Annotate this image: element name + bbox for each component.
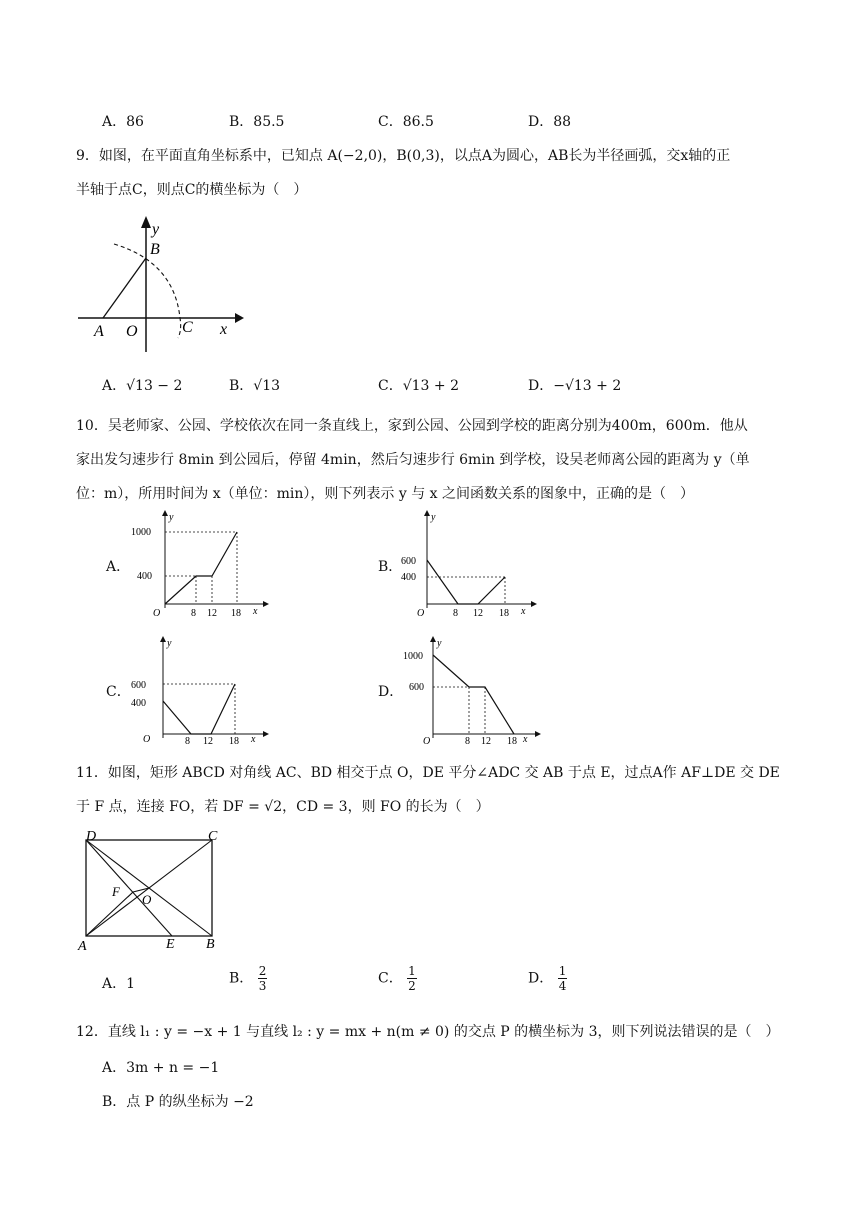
graph-c-xtick-18: 18 (229, 736, 239, 746)
y-axis-arrow (141, 216, 151, 228)
arc-bc (114, 244, 181, 338)
q10-option-a-label: A． (106, 559, 131, 575)
graph-a-xtick-12: 12 (207, 608, 217, 619)
graph-b-ytick-400: 400 (401, 572, 416, 583)
graph-b-x-label: x (521, 606, 526, 617)
point-d-label: D (86, 829, 97, 844)
q11-stem-line2: 于 F 点，连接 FO，若 DF = √2，CD = 3，则 FO 的长为（ ） (76, 799, 490, 815)
q9-stem-line2: 半轴于点C，则点C的横坐标为（ ） (76, 182, 308, 198)
graph-c-origin: O (143, 734, 151, 745)
graph-d-xtick-18: 18 (507, 736, 517, 746)
point-c-label: C (182, 319, 193, 336)
segment-de (86, 840, 172, 936)
graph-c-ytick-600: 600 (131, 680, 146, 691)
graph-c-line (163, 684, 235, 734)
point-b-label: B (206, 937, 215, 952)
y-label: y (152, 221, 160, 238)
graph-d-ytick-1000: 1000 (403, 651, 423, 662)
point-a-label: A (78, 939, 87, 954)
point-a-label: A (94, 323, 104, 340)
graph-a-ytick-1000: 1000 (131, 527, 151, 538)
q11-stem-line1: 11．如图，矩形 ABCD 对角线 AC、BD 相交于点 O，DE 平分∠ADC 交 AB 于点 E，过点A作 AF⊥DE 交 DE (76, 765, 780, 781)
graph-b-xtick-8: 8 (453, 608, 458, 619)
x-label: x (220, 321, 228, 338)
graph-d-y-label: y (437, 638, 442, 649)
q9-option-c: C．√13 + 2 (378, 378, 459, 394)
x-axis-arrow (235, 313, 244, 323)
graph-d-ytick-600: 600 (409, 682, 424, 693)
point-c-label: C (208, 829, 218, 844)
graph-b-line (427, 560, 505, 604)
q8-option-c: C．86.5 (378, 114, 434, 130)
q9-option-b: B．√13 (229, 378, 281, 394)
q12-stem: 12．直线 l₁ : y = −x + 1 与直线 l₂ : y = mx + n(m ≠ 0) 的交点 P 的横坐标为 3，则下列说法错误的是（ ） (76, 1024, 780, 1040)
graph-d-xtick-12: 12 (481, 736, 491, 746)
graph-d-origin: O (423, 736, 431, 746)
point-o-label: O (142, 892, 152, 907)
q11-figure (72, 826, 232, 956)
graph-d-x-label: x (523, 734, 528, 745)
q10-stem-line2: 家出发匀速步行 8min 到公园后，停留 4min，然后匀速步行 6min 到学校，设吴老师离公园的距离为 y（单 (76, 452, 750, 468)
q10-graph-a (125, 508, 275, 620)
graph-c-x-label: x (251, 734, 256, 745)
graph-a-xtick-18: 18 (231, 608, 241, 619)
q11-option-c: C． $\frac{1}{2}$ (378, 964, 416, 993)
q8-option-a: A．86 (102, 114, 144, 130)
segment-ab (103, 258, 146, 318)
graph-b-ytick-600: 600 (401, 556, 416, 567)
q10-option-b-label: B． (378, 559, 403, 575)
q9-option-d: D．−√13 + 2 (528, 378, 622, 394)
point-b-label: B (150, 241, 160, 258)
graph-a-ytick-400: 400 (137, 571, 152, 582)
q12-option-b: B．点 P 的纵坐标为 −2 (102, 1094, 254, 1110)
graph-b-y-label: y (431, 512, 436, 523)
q10-option-d-label: D． (378, 684, 404, 700)
q11-option-b: B． $\frac{2}{3}$ (229, 964, 267, 993)
segment-af (86, 892, 133, 936)
point-f-label: F (112, 884, 120, 899)
graph-d-xtick-8: 8 (465, 736, 470, 746)
q10-graph-c (125, 634, 275, 746)
graph-c-xtick-12: 12 (203, 736, 213, 746)
graph-a-x-label: x (253, 606, 258, 617)
q8-option-b: B．85.5 (229, 114, 285, 130)
q8-option-d: D．88 (528, 114, 572, 130)
graph-b-xtick-18: 18 (499, 608, 509, 619)
q12-option-a: A．3m + n = −1 (102, 1060, 220, 1076)
graph-a-xtick-8: 8 (191, 608, 196, 619)
origin-label: O (126, 323, 138, 340)
q10-option-c-label: C． (106, 684, 131, 700)
graph-c-ytick-400: 400 (131, 698, 146, 709)
q10-stem-line1: 10．吴老师家、公园、学校依次在同一条直线上，家到公园、公园到学校的距离分别为400m，600m．他从 (76, 418, 748, 434)
graph-c-xtick-8: 8 (185, 736, 190, 746)
graph-a-origin: O (153, 608, 161, 619)
q9-stem-line1: 9．如图，在平面直角坐标系中，已知点 A(−2,0)，B(0,3)，以点A为圆心，AB长为半径画弧，交x轴的正 (76, 148, 731, 164)
graph-b-xtick-12: 12 (473, 608, 483, 619)
graph-a-line (165, 532, 237, 604)
q11-option-a: A．1 (102, 976, 136, 992)
graph-c-y-label: y (167, 638, 172, 649)
q10-graph-d (397, 634, 547, 746)
q9-option-a: A．√13 − 2 (102, 378, 183, 394)
q9-figure (70, 212, 250, 362)
q10-graph-b (397, 508, 547, 620)
graph-b-origin: O (417, 608, 425, 619)
q11-option-d: D． $\frac{1}{4}$ (528, 964, 567, 993)
graph-a-y-label: y (169, 512, 174, 523)
q10-stem-line3: 位：m），所用时间为 x（单位：min），则下列表示 y 与 x 之间函数关系的图象中，正确的是（ ） (76, 486, 694, 502)
graph-d-line (433, 655, 514, 734)
point-e-label: E (166, 937, 175, 952)
